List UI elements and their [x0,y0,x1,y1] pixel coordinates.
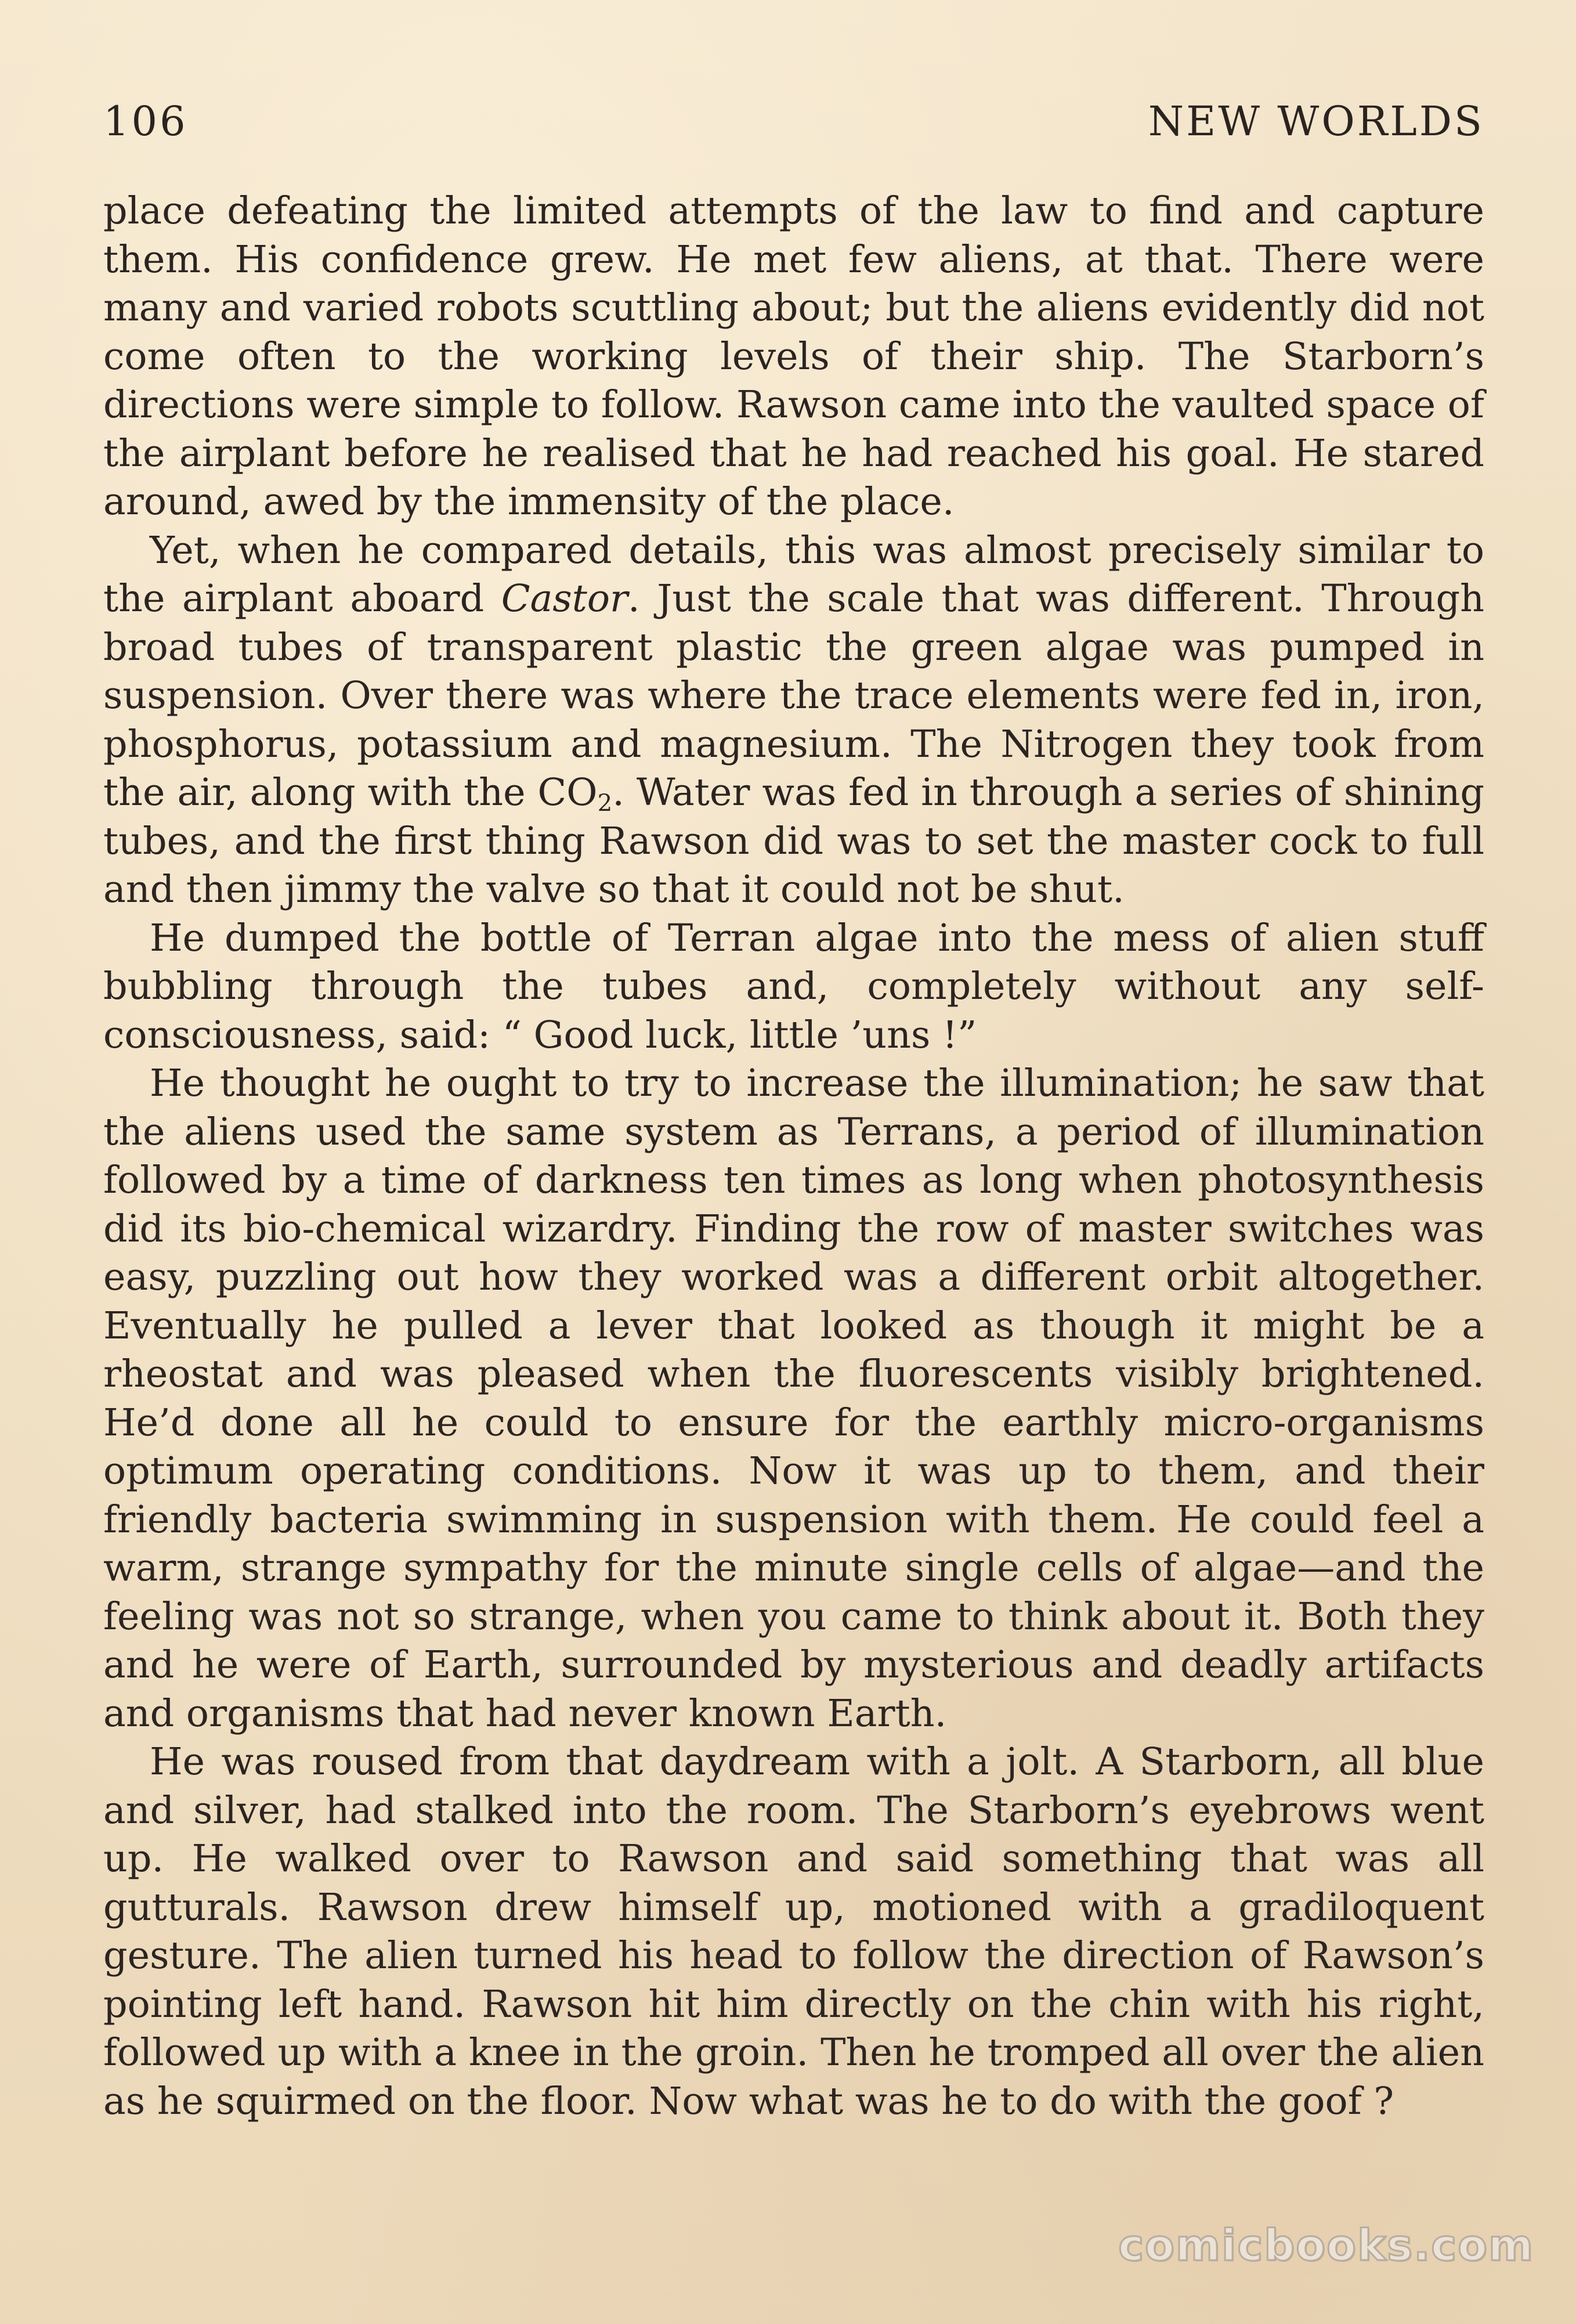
paragraph-1: place defeating the limited attempts of the law to find and capture them. His confidence grew. He met few aliens, at that. There were many and varied robots scuttling about; but the aliens evidently did not come often to the working levels of their ship. The Starborn’s directions were simple to follow. Rawson came into the vaulted space of the airplant before he realised that he had reached his goal. He stared around, awed by the immensity of the place. [103,189,1484,524]
paragraph-4: He thought he ought to try to increase the illumination; he saw that the aliens used the same system as Terrans, a period of illumination followed by a time of darkness ten times as long when photosynthesis did its bio-chemical wizardry. Finding the row of master switches was easy, puzzling out how they worked was a different orbit altogether. Eventually he pulled a lever that looked as though it might be a rheostat and was pleased when the fluorescents visibly brightened. He’d done all he could to ensure for the earthly micro-organisms optimum operating conditions. Now it was up to them, and their friendly bacteria swimming in suspension with them. He could feel a warm, strange sympathy for the minute single cells of algae—and the feeling was not so strange, when you came to think about it. Both they and he were of Earth, surrounded by mysterious and deadly artifacts and organisms that had never known Earth. [103,1062,1484,1735]
running-head: NEW WORLDS [1148,98,1484,145]
co2-subscript: 2 [597,789,613,817]
paragraph-2-part-1: Yet, when he compared details, this was almost precisely similar to the airplant aboard [103,528,1484,620]
page-number: 106 [103,98,188,145]
paragraph-2-part-3: . Water was fed in through a series of shining tubes, and the first thing Rawson did was to set the master cock to full and then jimmy the valve so that it could not be shut. [103,771,1485,911]
paragraph-2-part-2: . Just the scale that was different. Through broad tubes of transparent plastic the green algae was pumped in suspension. Over there was where the trace elements were fed in, iron, phosphorus, potassium and magnesium. The Nitrogen they took from the air, along with the CO [103,577,1484,814]
paragraph-2 [103,526,1484,914]
body-text [103,187,1484,2125]
watermark: comicbooks.com [1118,2221,1534,2271]
paragraph-5: He was roused from that daydream with a jolt. A Starborn, all blue and silver, had stalked into the room. The Starborn’s eyebrows went up. He walked over to Rawson and said something that was all gutturals. Rawson drew himself up, motioned with a gradiloquent gesture. The alien turned his head to follow the direction of Rawson’s pointing left hand. Rawson hit him directly on the chin with his right, followed up with a knee in the groin. Then he tromped all over the alien as he squirmed on the floor. Now what was he to do with the goof ? [103,1740,1484,2123]
page-header [103,98,1484,161]
paragraph-3: He dumped the bottle of Terran algae into the mess of alien stuff bubbling through the tubes and, completely without any self-consciousness, said: “ Good luck, little ’uns !” [103,916,1484,1057]
ship-name-castor: Castor [501,577,628,620]
